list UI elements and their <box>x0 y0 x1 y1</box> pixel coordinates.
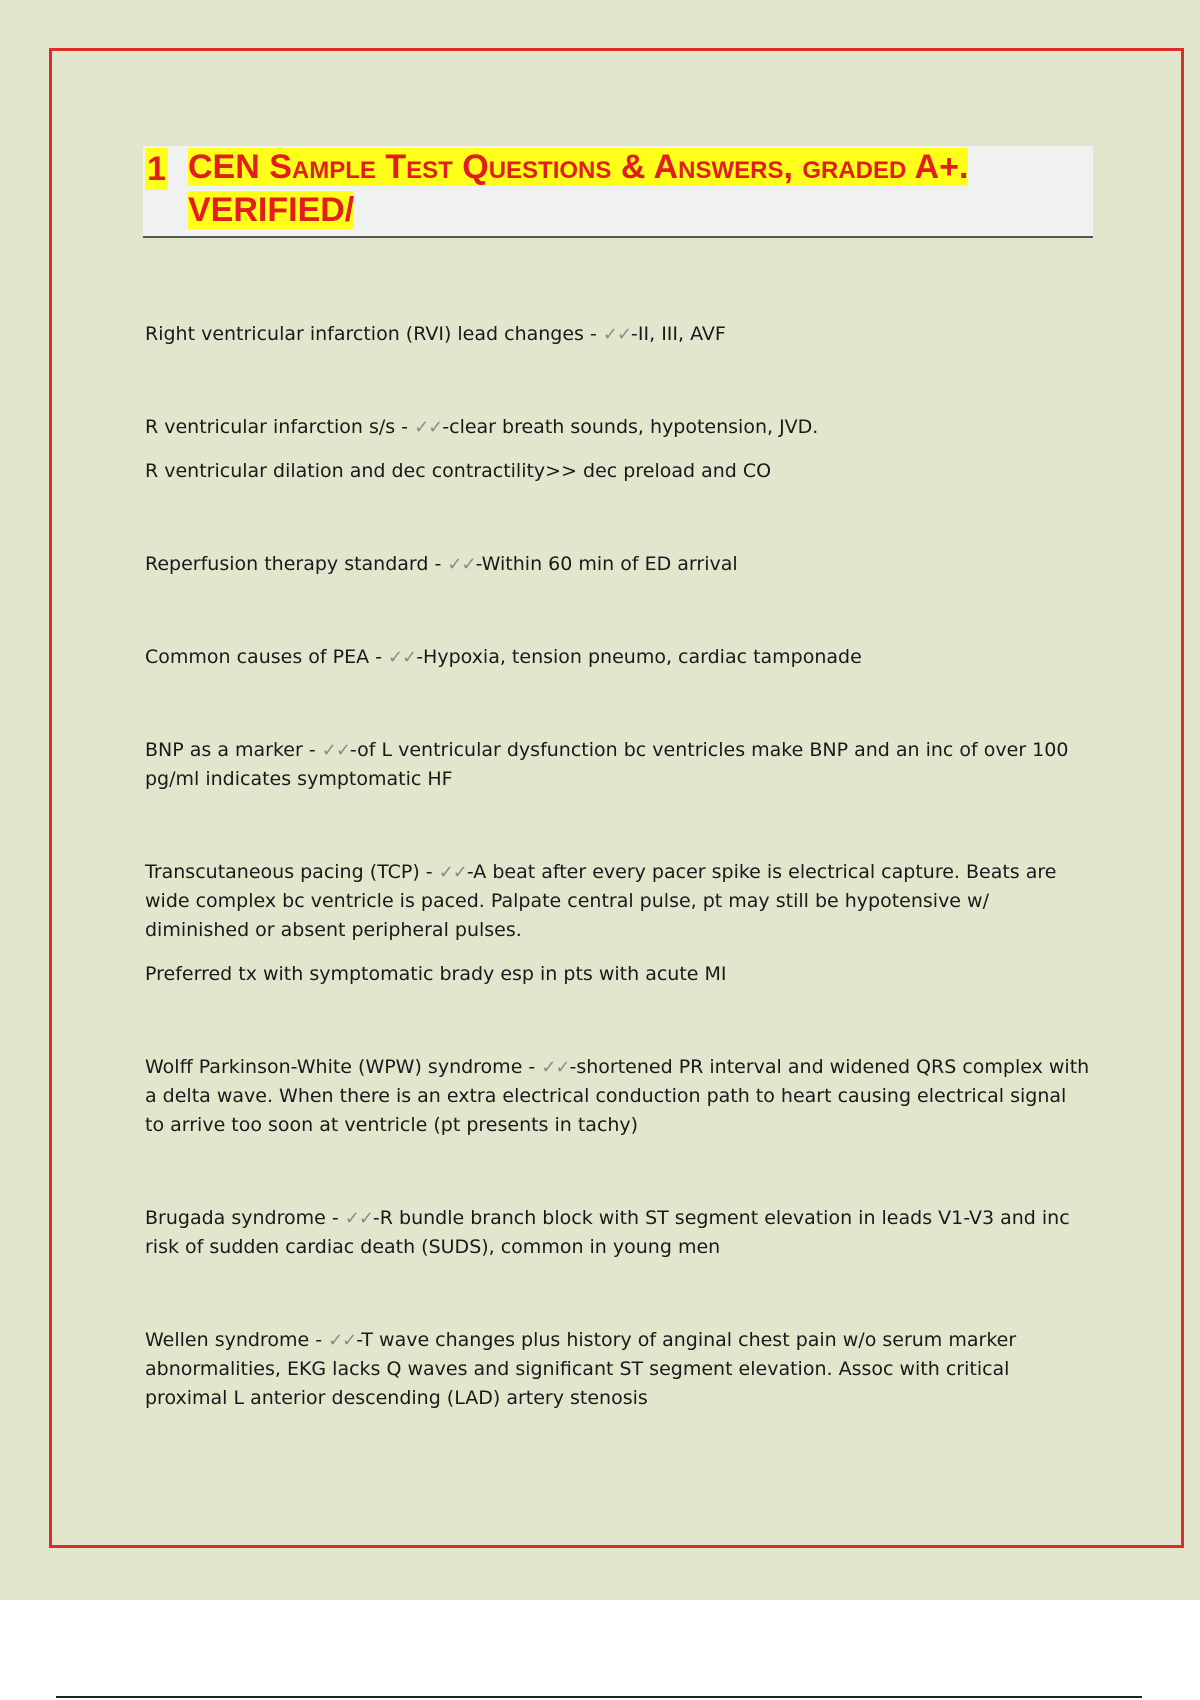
qa-line <box>145 1204 1090 1262</box>
qa-line <box>145 413 1090 442</box>
qa-answer: -R bundle branch block with ST segment elevation in leads V1-V3 and inc risk of sudden cardiac death (SUDS), common in young men <box>145 1207 1070 1258</box>
double-check-icon: ✓✓ <box>447 554 476 575</box>
qa-line <box>145 320 1090 349</box>
qa-entry <box>145 550 1090 579</box>
qa-entry <box>145 1053 1090 1140</box>
qa-term: Brugada syndrome - <box>145 1207 345 1229</box>
qa-term: Transcutaneous pacing (TCP) - <box>145 861 439 883</box>
qa-answer: -T wave changes plus history of anginal chest pain w/o serum marker abnormalities, EKG lacks Q waves and significant ST segment elevation. Assoc with critical proximal L anterior descending (LAD) artery stenosis <box>145 1329 1017 1409</box>
qa-answer: -Hypoxia, tension pneumo, cardiac tamponade <box>416 646 862 668</box>
entry-gap <box>145 486 1090 550</box>
heading-line-1: CEN Sample Test Questions & Answers, graded A+. <box>188 148 969 186</box>
heading-line-2: VERIFIED/ <box>188 191 355 229</box>
double-check-icon: ✓✓ <box>602 324 632 345</box>
heading-number: 1 <box>147 150 166 188</box>
qa-answer: -A beat after every pacer spike is electrical capture. Beats are wide complex bc ventricle is paced. Palpate central pulse, pt may still be hypotensive w/ diminished or absent peripheral pulses. <box>145 861 1057 941</box>
qa-entry <box>145 736 1090 794</box>
entry-gap <box>145 1140 1090 1204</box>
qa-list <box>145 320 1090 1413</box>
qa-extra-note: R ventricular dilation and dec contractility>> dec preload and CO <box>145 460 772 482</box>
double-check-icon: ✓✓ <box>328 1330 357 1351</box>
qa-term: Right ventricular infarction (RVI) lead changes - <box>145 323 603 345</box>
entry-gap <box>145 989 1090 1053</box>
qa-term: BNP as a marker - <box>145 739 322 761</box>
double-check-icon: ✓✓ <box>438 862 467 883</box>
qa-extra-note: Preferred tx with symptomatic brady esp in pts with acute MI <box>145 963 727 985</box>
qa-term: Common causes of PEA - <box>145 646 389 668</box>
double-check-icon: ✓✓ <box>388 647 417 668</box>
heading-title <box>188 146 1088 232</box>
entry-gap <box>145 349 1090 413</box>
footer-rule <box>56 1696 1142 1698</box>
qa-entry <box>145 413 1090 486</box>
qa-answer: -shortened PR interval and widened QRS complex with a delta wave. When there is an extra electrical conduction path to heart causing electrical signal to arrive too soon at ventricle (pt presents in tachy) <box>145 1056 1090 1136</box>
qa-line <box>145 736 1090 794</box>
double-check-icon: ✓✓ <box>321 740 350 761</box>
qa-answer: -clear breath sounds, hypotension, JVD. <box>442 416 819 438</box>
qa-entry <box>145 320 1090 349</box>
entry-gap <box>145 1262 1090 1326</box>
qa-line <box>145 550 1090 579</box>
qa-term: R ventricular infarction s/s - <box>145 416 415 438</box>
qa-term: Wellen syndrome - <box>145 1329 329 1351</box>
qa-term: Wolff Parkinson-White (WPW) syndrome - <box>145 1056 542 1078</box>
qa-answer: -Within 60 min of ED arrival <box>475 553 738 575</box>
qa-entry <box>145 1204 1090 1262</box>
entry-gap <box>145 672 1090 736</box>
qa-line <box>145 643 1090 672</box>
qa-answer: -of L ventricular dysfunction bc ventricles make BNP and an inc of over 100 pg/ml indicates symptomatic HF <box>145 739 1069 790</box>
double-check-icon: ✓✓ <box>541 1057 570 1078</box>
qa-entry <box>145 1326 1090 1413</box>
document-heading <box>143 146 1093 238</box>
qa-line <box>145 1053 1090 1140</box>
qa-line <box>145 1326 1090 1413</box>
double-check-icon: ✓✓ <box>414 417 443 438</box>
qa-entry <box>145 643 1090 672</box>
qa-entry <box>145 858 1090 989</box>
qa-line <box>145 858 1090 945</box>
double-check-icon: ✓✓ <box>344 1208 373 1229</box>
entry-gap <box>145 794 1090 858</box>
entry-gap <box>145 579 1090 643</box>
qa-answer: -II, III, AVF <box>631 323 726 345</box>
qa-term: Reperfusion therapy standard - <box>145 553 448 575</box>
